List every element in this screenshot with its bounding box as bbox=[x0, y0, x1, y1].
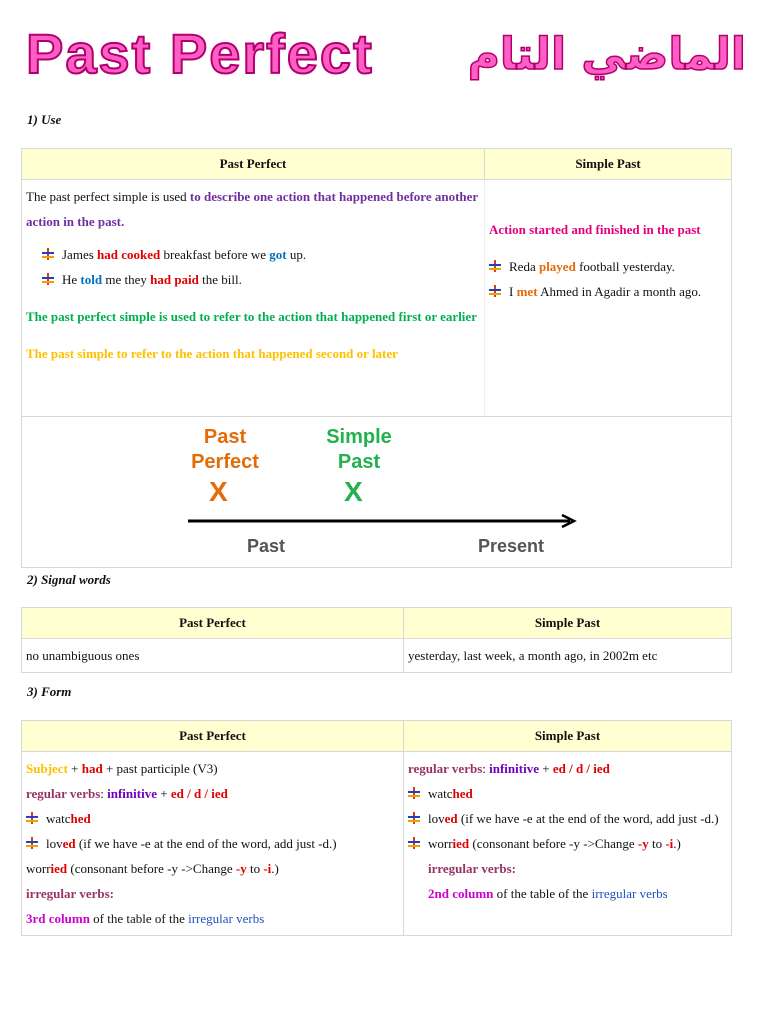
timeline-sp-label: Simple Past bbox=[326, 426, 392, 473]
form-col-pp: Past Perfect bbox=[22, 721, 404, 752]
bullet-icon bbox=[489, 285, 501, 297]
signal-col-pp: Past Perfect bbox=[22, 608, 404, 639]
timeline-arrow bbox=[182, 513, 582, 529]
page-header bbox=[26, 20, 746, 90]
timeline-cell bbox=[22, 417, 732, 568]
pp-formula: Subject + had + past participle (V3) bbox=[26, 761, 218, 776]
sp-example-2: I met Ahmed in Agadir a month ago. bbox=[489, 279, 727, 304]
sp-watched: watched bbox=[408, 781, 727, 806]
use-sp-cell bbox=[485, 180, 732, 417]
form-table bbox=[21, 720, 732, 936]
signal-sp: yesterday, last week, a month ago, in 2002m etc bbox=[404, 639, 732, 673]
use-col-sp: Simple Past bbox=[485, 149, 732, 180]
sp-loved: loved (if we have -e at the end of the word, add just -d.) bbox=[408, 806, 727, 831]
bullet-icon bbox=[42, 273, 54, 285]
bullet-icon bbox=[489, 260, 501, 272]
pp-example-2: He told me they had paid the bill. bbox=[26, 267, 480, 292]
sp-example-1: Reda played football yesterday. bbox=[489, 254, 727, 279]
signal-col-sp: Simple Past bbox=[404, 608, 732, 639]
form-pp-cell bbox=[22, 752, 404, 936]
signal-table bbox=[21, 607, 732, 673]
bullet-icon bbox=[42, 248, 54, 260]
section-heading-use: 1) Use bbox=[27, 112, 62, 127]
pp-regular: regular verbs: infinitive + ed / d / ied bbox=[26, 786, 228, 801]
timeline-diagram bbox=[22, 417, 731, 567]
bullet-icon bbox=[26, 812, 38, 824]
sp-worried: worried (consonant before -y ->Change -y to -i.) bbox=[408, 831, 727, 856]
signal-pp: no unambiguous ones bbox=[22, 639, 404, 673]
sp-note: Action started and finished in the past bbox=[489, 222, 701, 237]
title-arabic: الماضي التام bbox=[467, 29, 746, 80]
bullet-icon bbox=[408, 812, 420, 824]
section-heading-form: 3) Form bbox=[27, 684, 72, 699]
use-table bbox=[21, 148, 732, 568]
pp-loved: loved (if we have -e at the end of the word, add just -d.) bbox=[26, 831, 399, 856]
timeline-sp-mark: X bbox=[344, 476, 363, 507]
pp-irregular: irregular verbs: bbox=[26, 886, 114, 901]
bullet-icon bbox=[408, 787, 420, 799]
pp-example-1: James had cooked breakfast before we got up. bbox=[26, 242, 480, 267]
bullet-icon bbox=[408, 837, 420, 849]
timeline-present: Present bbox=[478, 536, 545, 556]
pp-worried: worried (consonant before -y ->Change -y to -i.) bbox=[26, 861, 279, 876]
pp-column: 3rd column of the table of the irregular verbs bbox=[26, 911, 265, 926]
sp-column: 2nd column of the table of the irregular verbs bbox=[428, 886, 668, 901]
timeline-past: Past bbox=[247, 536, 286, 556]
pp-gold-note: The past simple to refer to the action that happened second or later bbox=[26, 346, 398, 361]
title-english: Past Perfect bbox=[26, 22, 374, 85]
sp-irregular: irregular verbs: bbox=[428, 861, 516, 876]
form-col-sp: Simple Past bbox=[404, 721, 732, 752]
sp-regular: regular verbs: infinitive + ed / d / ied bbox=[408, 761, 610, 776]
use-col-pp: Past Perfect bbox=[22, 149, 485, 180]
section-heading-signal: 2) Signal words bbox=[27, 572, 111, 587]
pp-green-note: The past perfect simple is used to refer to the action that happened first or earlier bbox=[26, 309, 477, 324]
use-pp-cell bbox=[22, 180, 485, 417]
timeline-pp-mark: X bbox=[209, 476, 228, 507]
pp-intro: The past perfect simple is used to describe one action that happened before another action in the past. bbox=[26, 189, 478, 229]
form-sp-cell bbox=[404, 752, 732, 936]
pp-watched: watched bbox=[26, 806, 399, 831]
bullet-icon bbox=[26, 837, 38, 849]
timeline-pp-label: Past Perfect bbox=[191, 426, 259, 473]
